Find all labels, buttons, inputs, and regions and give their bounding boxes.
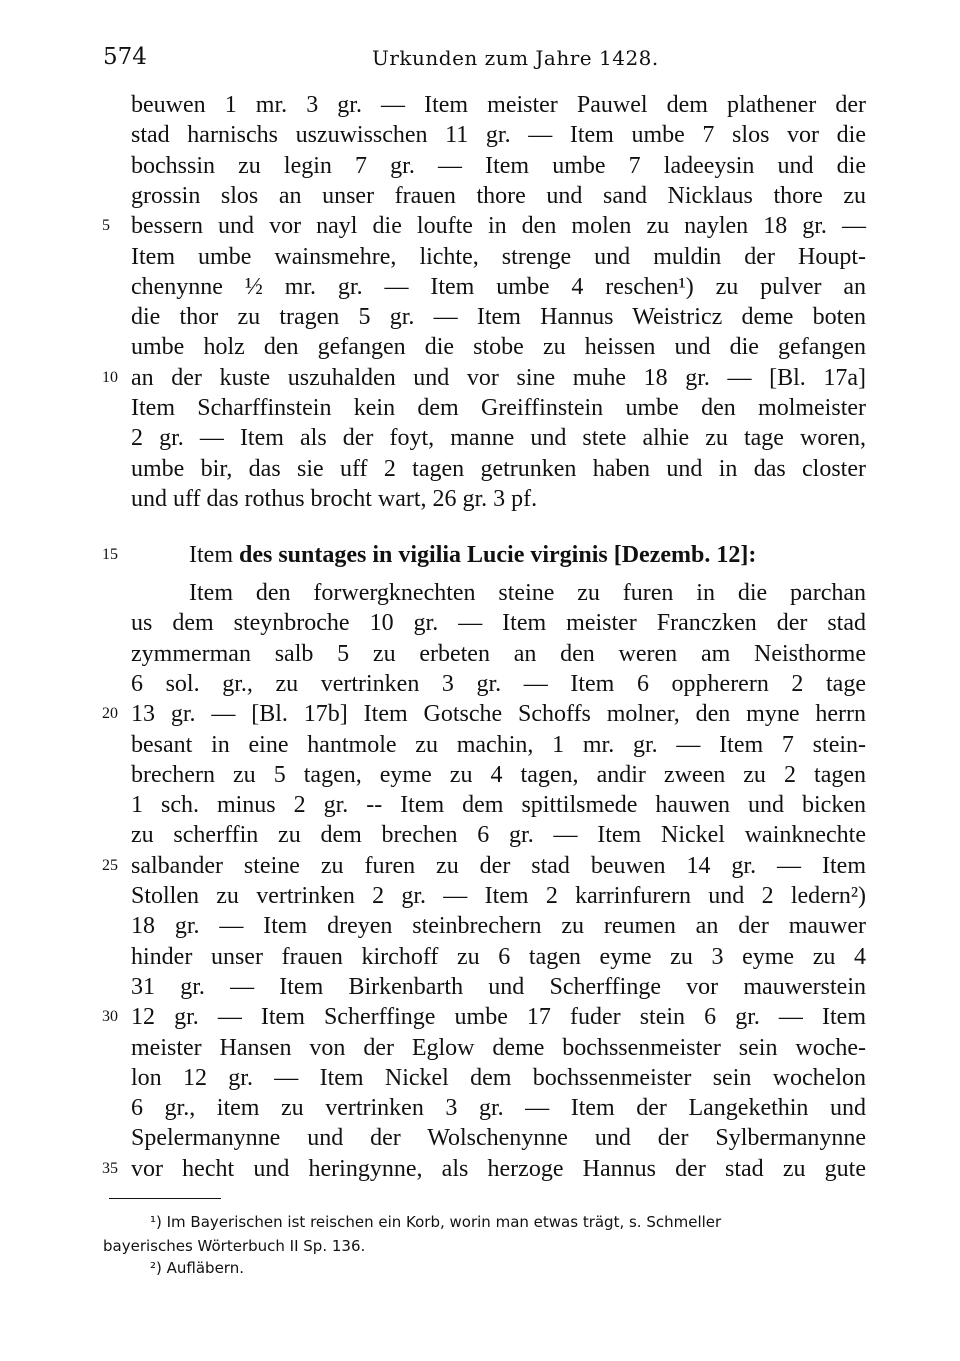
text-line: brechern zu 5 tagen, eyme zu 4 tagen, andir zween zu 2 tagen bbox=[131, 761, 866, 788]
running-head: Urkunden zum Jahre 1428. bbox=[372, 46, 659, 70]
text-line: umbe bir, das sie uff 2 tagen getrunken haben und in das closter bbox=[131, 455, 866, 482]
line-number: 20 bbox=[102, 705, 118, 723]
text-line: 31 gr. — Item Birkenbarth und Scherffinge vor mauwerstein bbox=[131, 973, 866, 1000]
text-line: zu scherffin zu dem brechen 6 gr. — Item Nickel wainknechte bbox=[131, 822, 866, 849]
text-line: beuwen 1 mr. 3 gr. — Item meister Pauwel dem plathener der bbox=[131, 92, 866, 118]
text-line: salbander steine zu furen zu der stad beuwen 14 gr. — Item bbox=[131, 852, 866, 879]
line-number: 35 bbox=[102, 1159, 118, 1177]
line-number: 15 bbox=[102, 546, 118, 563]
text-line: vor hecht und heringynne, als herzoge Hannus der stad zu gute bbox=[131, 1155, 866, 1182]
text-line: 6 gr., item zu vertrinken 3 gr. — Item der Langekethin und bbox=[131, 1095, 866, 1122]
text-line: Item umbe wainsmehre, lichte, strenge und muldin der Houpt- bbox=[131, 243, 866, 270]
text-line: und uff das rothus brocht wart, 26 gr. 3 pf. bbox=[131, 485, 538, 512]
text-line: bessern und vor nayl die loufte in den molen zu naylen 18 gr. — bbox=[131, 213, 866, 240]
text-line: 13 gr. — [Bl. 17b] Item Gotsche Schoffs molner, den myne herrn bbox=[131, 701, 866, 728]
text-line: besant in eine hantmole zu machin, 1 mr. gr. — Item 7 stein- bbox=[131, 731, 866, 758]
text-line: 18 gr. — Item dreyen steinbrechern zu reumen an der mauwer bbox=[131, 913, 866, 940]
section-heading bbox=[189, 540, 866, 570]
heading-prefix: Item bbox=[189, 542, 239, 568]
footnote-2: ²) Aufläbern. bbox=[150, 1259, 244, 1277]
text-line: Item den forwergknechten steine zu furen in die parchan bbox=[189, 580, 866, 606]
text-line: an der kuste uszuhalden und vor sine muhe 18 gr. — [Bl. 17a] bbox=[131, 364, 866, 391]
line-number: 25 bbox=[102, 856, 118, 874]
line-number: 10 bbox=[102, 368, 118, 386]
text-line: die thor zu tragen 5 gr. — Item Hannus Weistricz deme boten bbox=[131, 304, 866, 331]
footnote-1: ¹) Im Bayerischen ist reischen ein Korb, worin man etwas trägt, s. Schmeller bbox=[150, 1213, 722, 1231]
text-line: lon 12 gr. — Item Nickel dem bochssenmeister sein wochelon bbox=[131, 1064, 866, 1091]
text-line: 2 gr. — Item als der foyt, manne und stete alhie zu tage woren, bbox=[131, 425, 866, 452]
line-number: 30 bbox=[102, 1008, 118, 1026]
text-line: umbe holz den gefangen die stobe zu heissen und die gefangen bbox=[131, 334, 866, 361]
text-line: Spelermanynne und der Wolschenynne und der Sylbermanynne bbox=[131, 1125, 866, 1152]
text-line: 1 sch. minus 2 gr. -- Item dem spittilsmede hauwen und bicken bbox=[131, 792, 866, 819]
text-line: Item Scharffinstein kein dem Greiffinstein umbe den molmeister bbox=[131, 395, 866, 421]
text-line: 12 gr. — Item Scherffinge umbe 17 fuder stein 6 gr. — Item bbox=[131, 1004, 866, 1031]
heading-title: des suntages in vigilia Lucie virginis [Dezemb. 12]: bbox=[238, 542, 757, 568]
page-number: 574 bbox=[103, 44, 147, 70]
footnote-rule bbox=[109, 1198, 221, 1199]
text-line: us dem steynbroche 10 gr. — Item meister Franczken der stad bbox=[131, 610, 866, 637]
text-line: hinder unser frauen kirchoff zu 6 tagen eyme zu 3 eyme zu 4 bbox=[131, 943, 866, 970]
text-line: 6 sol. gr., zu vertrinken 3 gr. — Item 6 oppherern 2 tage bbox=[131, 670, 866, 697]
text-line: meister Hansen von der Eglow deme bochssenmeister sein woche- bbox=[131, 1034, 866, 1061]
text-line: stad harnischs uszuwisschen 11 gr. — Item umbe 7 slos vor die bbox=[131, 122, 866, 149]
line-number: 5 bbox=[102, 217, 110, 235]
footnote-1-cont: bayerisches Wörterbuch II Sp. 136. bbox=[103, 1237, 366, 1255]
text-line: zymmerman salb 5 zu erbeten an den weren am Neisthorme bbox=[131, 640, 866, 667]
text-line: grossin slos an unser frauen thore und sand Nicklaus thore zu bbox=[131, 182, 866, 209]
text-line: chenynne ½ mr. gr. — Item umbe 4 reschen¹) zu pulver an bbox=[131, 273, 866, 300]
text-line: bochssin zu legin 7 gr. — Item umbe 7 ladeeysin und die bbox=[131, 152, 866, 179]
text-line: Stollen zu vertrinken 2 gr. — Item 2 karrinfurern und 2 ledern²) bbox=[131, 883, 866, 909]
